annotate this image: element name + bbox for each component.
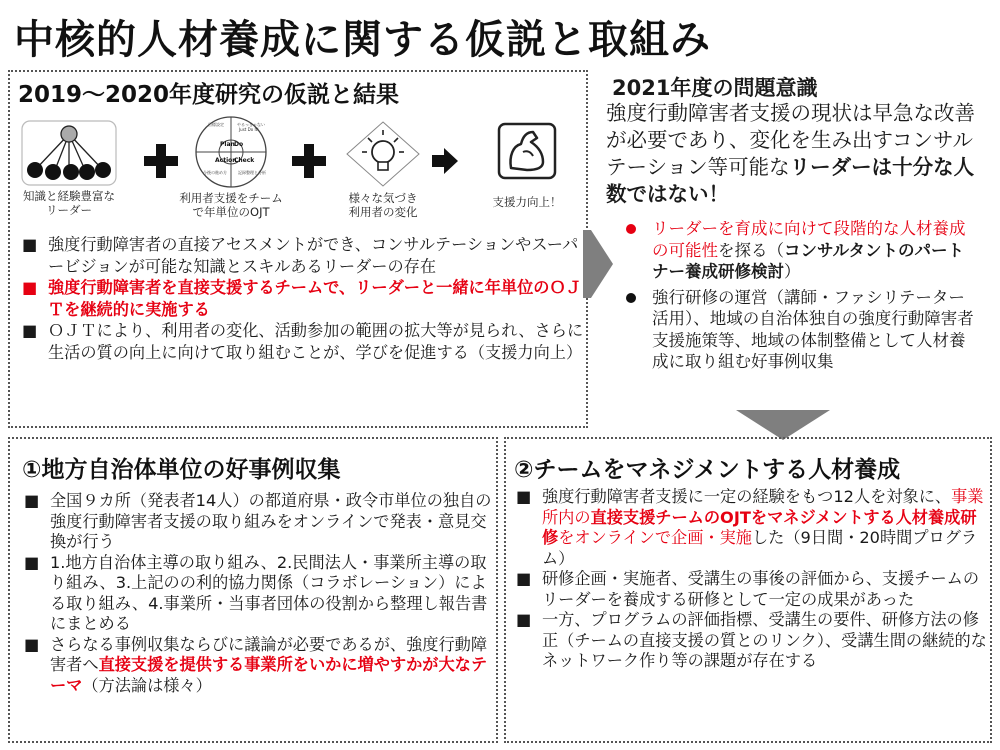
left-panel-heading: ①地方自治体単位の好事例収集	[22, 457, 341, 483]
svg-text:Plan: Plan	[220, 141, 235, 148]
list-item: ■ 強度行動障害者の直接アセスメントができ、コンサルテーションやスーパービジョンが可能な知識とスキルあるリーダーの存在	[22, 235, 579, 276]
lightbulb-label-1: 様々な気づき	[348, 191, 418, 205]
lightbulb-figure	[328, 118, 438, 219]
big-right-arrow-icon	[583, 230, 613, 298]
list-item: ■ 一方、プログラムの評価指標、受講生の要件、研修方法の修正（チームの直接支援の質とのリンク）、受講生間の継続的なネットワーク作り等の課題が存在する	[516, 610, 987, 670]
svg-text:Check: Check	[234, 157, 255, 164]
svg-text:Do: Do	[234, 141, 244, 148]
issues-text: 強度行動障害者支援の現状は早急な改善が必要であり、変化を生み出すコンサルテーション等可能なリーダーは十分な人数ではない！	[606, 101, 975, 206]
right-bullet-list	[512, 487, 990, 672]
list-item: 強行研修の運営（講師・ファシリテーター活用）、地域の自治体独自の強度行動障害者支援施策等、地域の体制整備として人材養成に取り組む好事例収集	[618, 287, 978, 373]
list-item: ■ 研修企画・実施者、受講生の事後の評価から、支援チームのリーダーを養成する研修として一定の成果があった	[516, 569, 980, 609]
pdca-cycle-icon	[181, 116, 281, 188]
down-arrow-icon	[736, 410, 830, 440]
hypothesis-bullet-list	[18, 234, 584, 363]
list-item: ■ 強度行動障害者を直接支援するチームで、リーダーと一緒に年単位のＯＪＴを継続的に実施する	[22, 278, 582, 319]
plus-icon	[292, 144, 326, 178]
lightbulb-icon	[343, 118, 423, 188]
list-item: ■ ＯＪＴにより、利用者の変化、活動参加の範囲の拡大等が見られ、さらに生活の質の向上に向けて取り組むことが、学びを促進する（支援力向上）	[22, 321, 584, 362]
list-item: リーダーを育成に向けて段階的な人材養成の可能性を探る（コンサルタントのパートナー養成研修検討）	[618, 218, 978, 283]
team-management-panel	[504, 437, 992, 743]
svg-text:記録整理と分析: 記録整理と分析	[238, 170, 266, 175]
svg-text:Just Do It!: Just Do It!	[239, 127, 259, 132]
issues-heading: 2021年度の問題意識	[612, 76, 818, 100]
leader-network-figure	[14, 120, 124, 217]
list-item: ■ 1.地方自治体主導の取り組み、2.民間法人・事業所主導の取り組み、3.上記のの利的協力関係（コラボレーション）による取り組み、4.事業所・当事者団体の役割から整理し報告書にまとめる	[24, 552, 488, 633]
svg-text:Action: Action	[215, 157, 237, 164]
flexed-arm-label: 支援力向上！	[492, 195, 562, 209]
pdca-figure	[166, 116, 296, 219]
right-arrow-icon	[430, 146, 460, 176]
right-panel-heading: ②チームをマネジメントする人材養成	[514, 457, 901, 483]
hypothesis-panel	[8, 70, 588, 428]
network-label-2: リーダー	[46, 203, 92, 217]
network-label-1: 知識と経験豊富な	[23, 189, 115, 203]
flexed-arm-icon	[497, 122, 557, 180]
black-dot-icon	[626, 293, 636, 303]
pdca-label-1: 利用者支援をチーム	[179, 191, 283, 205]
network-icon	[21, 120, 117, 186]
page-title: 中核的人材養成に関する仮説と取組み	[14, 17, 711, 63]
local-government-panel	[8, 437, 498, 743]
list-item: ■ 全国９カ所（発表者14人）の都道府県・政令市単位の独自の強度行動障害者支援の取り組みをオンラインで発表・意見交換が行う	[24, 491, 492, 551]
svg-text:やるっきゃない: やるっきゃない	[237, 122, 265, 127]
list-item: ■ 強度行動障害者支援に一定の経験をもつ12人を対象に、事業所内の直接支援チームのOJTをマネジメントする人材養成研修をオンラインで企画・実施した（9日間・20時間プログラム）	[516, 487, 984, 568]
left-bullet-list	[20, 491, 494, 696]
svg-text:目標設定: 目標設定	[208, 122, 224, 127]
svg-text:今後の進め方: 今後の進め方	[203, 170, 227, 175]
lightbulb-label-2: 利用者の変化	[348, 205, 418, 219]
red-dot-icon	[626, 224, 636, 234]
pdca-label-2: で年単位のOJT	[192, 205, 270, 219]
issues-list	[618, 218, 978, 377]
flexed-arm-figure	[472, 122, 582, 209]
hypothesis-heading: 2019～2020年度研究の仮説と結果	[18, 82, 400, 108]
list-item: ■ さらなる事例収集ならびに議論が必要であるが、強度行動障害者へ直接支援を提供する事業所をいかに増やすかが大なテーマ（方法論は様々）	[24, 634, 488, 695]
